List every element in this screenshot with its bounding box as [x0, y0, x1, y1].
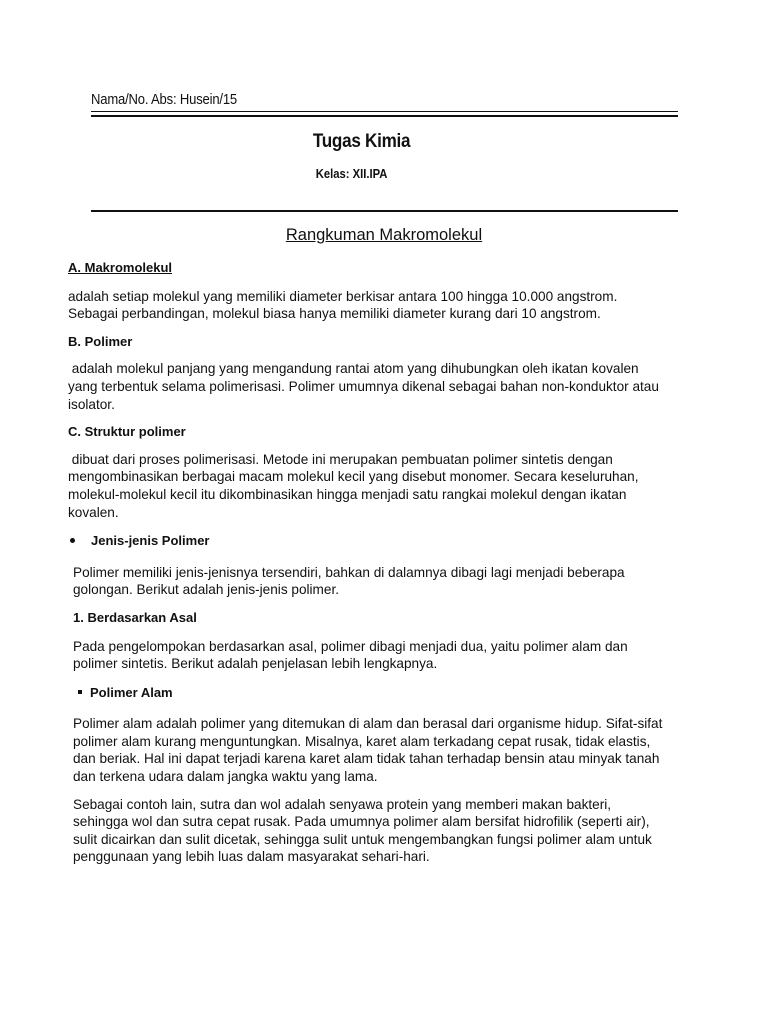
jenis-polimer-paragraph: [68, 564, 688, 599]
text-line: sehingga wol dan sutra cepat rusak. Pada umumnya polimer alam bersifat hidrofilik (seperti air),: [73, 814, 650, 830]
section-b-heading: B. Polimer: [68, 333, 133, 349]
text-line: mengombinasikan berbagai macam molekul kecil yang disebut monomer. Secara keseluruhan,: [68, 469, 639, 485]
section-b-paragraph: [68, 360, 688, 413]
text-line: kovalen.: [68, 504, 119, 520]
text-line: polimer sintetis. Berikut adalah penjelasan lebih lengkapnya.: [73, 656, 438, 672]
text-line: Polimer memiliki jenis-jenisnya tersendiri, bahkan di dalamnya dibagi lagi menjadi beberapa: [73, 564, 625, 580]
text-line: Pada pengelompokan berdasarkan asal, polimer dibagi menjadi dua, yaitu polimer alam dan: [73, 638, 628, 654]
polimer-alam-heading: Polimer Alam: [90, 684, 173, 700]
document-body: [68, 258, 688, 866]
text-line: dan beriak. Hal ini dapat terjadi karena karet alam tidak tahan terhadap bensin atau minyak tanah: [73, 751, 660, 767]
berdasarkan-asal-heading: 1. Berdasarkan Asal: [73, 609, 197, 625]
text-line: isolator.: [68, 396, 115, 412]
text-line: sulit dicairkan dan sulit dicetak, sehingga sulit untuk mengembangkan fungsi polimer alam untuk: [73, 831, 652, 847]
text-line: polimer alam kurang menguntungkan. Misalnya, karet alam terkadang cepat rusak, tidak elastis,: [73, 733, 651, 749]
header-double-rule: [91, 111, 678, 117]
jenis-polimer-heading: Jenis-jenis Polimer: [91, 533, 210, 549]
bullet-dot-icon: [70, 538, 75, 543]
section-c-paragraph: [68, 451, 688, 521]
summary-title: Rangkuman Makromolekul: [285, 226, 483, 244]
section-a-paragraph: [68, 288, 688, 323]
section-a-heading: A. Makromolekul: [68, 260, 173, 275]
text-line: dibuat dari proses polimerisasi. Metode ini merupakan pembuatan polimer sintetis dengan: [68, 451, 613, 467]
berdasarkan-asal-paragraph: [68, 638, 688, 673]
text-line: golongan. Berikut adalah jenis-jenis polimer.: [73, 582, 339, 598]
student-name-line: Nama/No. Abs: Husein/15: [91, 92, 238, 108]
text-line: Polimer alam adalah polimer yang ditemukan di alam dan berasal dari organisme hidup. Sifat-sifat: [73, 716, 663, 732]
text-line: adalah setiap molekul yang memiliki diameter berkisar antara 100 hingga 10.000 angstrom.: [68, 288, 618, 304]
text-line: dan terkena udara dalam jangka waktu yang lama.: [73, 769, 378, 785]
text-line: Sebagai contoh lain, sutra dan wol adalah senyawa protein yang memberi makan bakteri,: [73, 796, 612, 812]
polimer-alam-paragraph-1: [68, 715, 688, 785]
text-line: yang terbentuk selama polimerisasi. Polimer umumnya dikenal sebagai bahan non-konduktor atau: [68, 378, 659, 394]
polimer-alam-paragraph-2: [68, 796, 688, 866]
document-title: Tugas Kimia: [312, 131, 411, 152]
text-line: adalah molekul panjang yang mengandung rantai atom yang dihubungkan oleh ikatan kovalen: [68, 361, 639, 377]
text-line: molekul-molekul kecil itu dikombinasikan hingga menjadi satu rangkai molekul dengan ikatan: [68, 486, 627, 502]
bullet-square-icon: [78, 690, 82, 694]
header-bottom-rule: [91, 210, 678, 212]
class-line: Kelas: XII.IPA: [315, 167, 388, 181]
polimer-alam-bullet: [68, 684, 688, 702]
section-c-heading: C. Struktur polimer: [68, 424, 186, 440]
text-line: penggunaan yang lebih luas dalam masyarakat sehari-hari.: [73, 849, 430, 865]
text-line: Sebagai perbandingan, molekul biasa hanya memiliki diameter kurang dari 10 angstrom.: [68, 306, 601, 322]
jenis-polimer-bullet: [68, 532, 688, 550]
